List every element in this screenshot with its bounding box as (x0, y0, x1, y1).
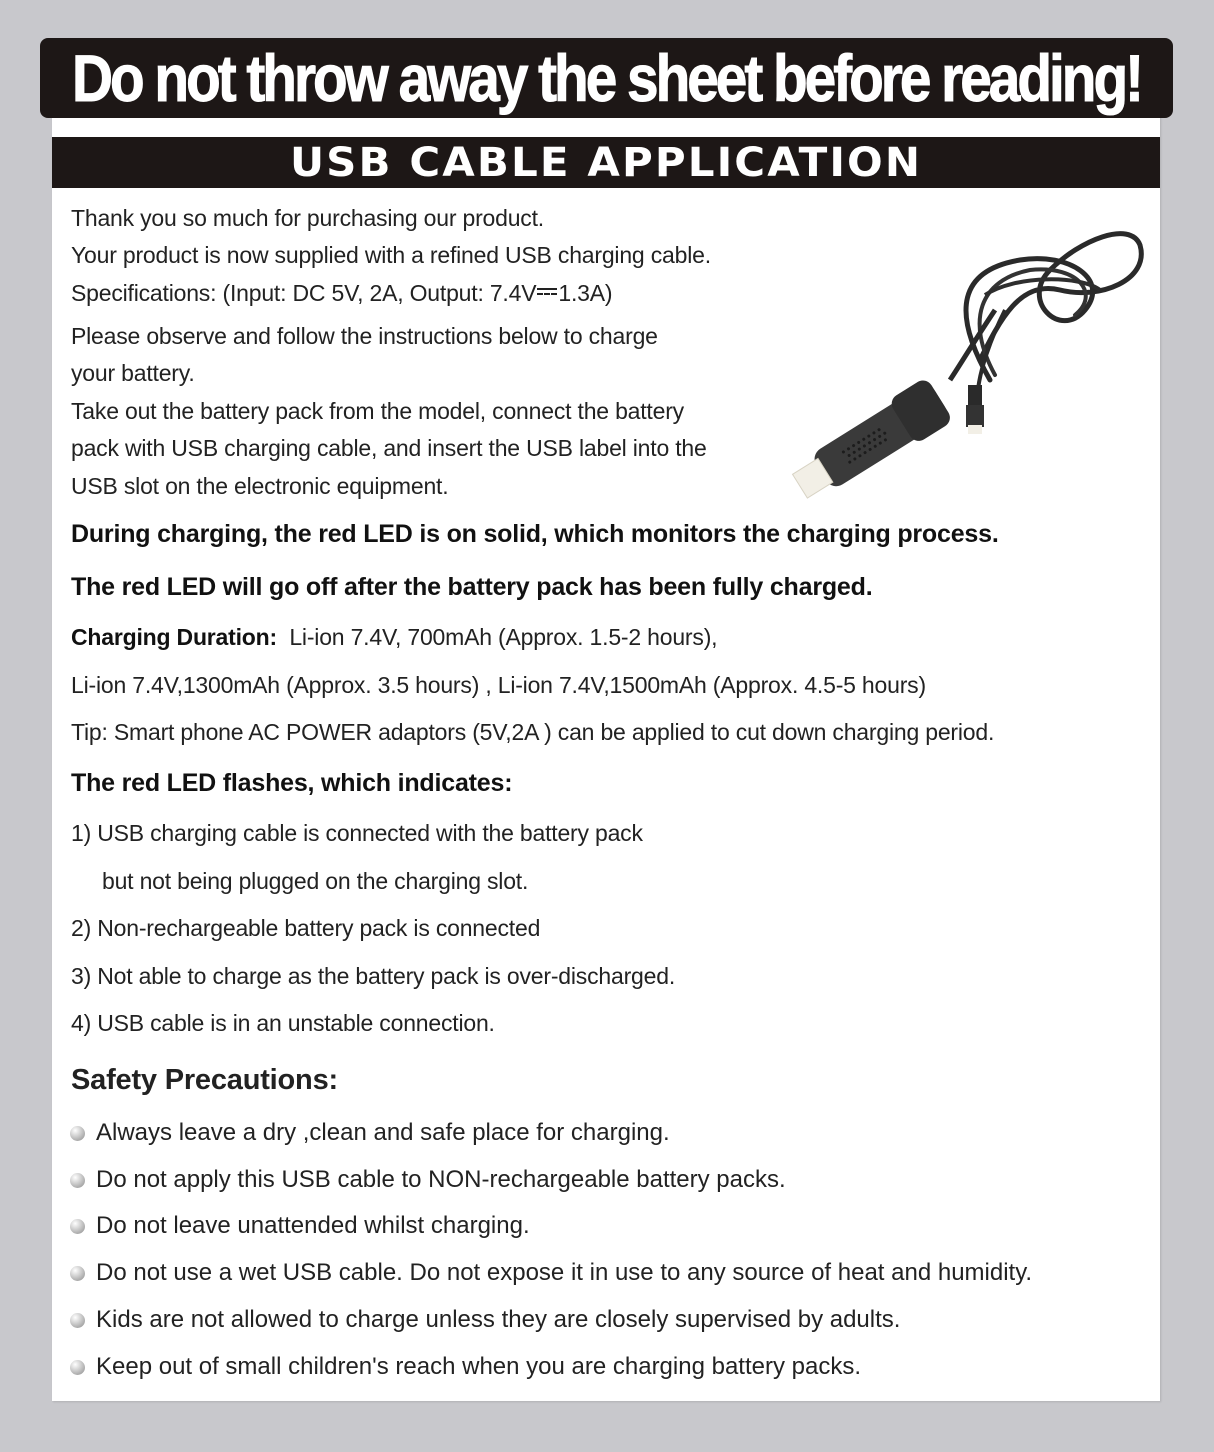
banner-title: Do not throw away the sheet before reading! (72, 41, 1142, 115)
intro-observe: Please observe and follow the instructions below to charge (71, 323, 658, 349)
safety-item-text: Always leave a dry ,clean and safe place for charging. (96, 1119, 670, 1146)
safety-heading: Safety Precautions: (71, 1064, 338, 1096)
charging-duration-line2: Li-ion 7.4V,1300mAh (Approx. 3.5 hours) , Li-ion 7.4V,1500mAh (Approx. 4.5-5 hours) (71, 672, 926, 698)
intro-thanks: Thank you so much for purchasing our product. (71, 205, 544, 231)
flashes-item-4: 4) USB cable is in an unstable connection. (71, 1010, 495, 1036)
intro-take-out: Take out the battery pack from the model, connect the battery (71, 398, 684, 424)
section-header-bar (52, 137, 1160, 188)
charging-duration-700: Li-ion 7.4V, 700mAh (Approx. 1.5-2 hours), (289, 624, 718, 650)
intro-connect: pack with USB charging cable, and insert the USB label into the (71, 435, 707, 461)
flashes-item-2: 2) Non-rechargeable battery pack is connected (71, 915, 541, 941)
led-fully-charged: The red LED will go off after the battery pack has been fully charged. (71, 573, 873, 601)
safety-item-text: Do not use a wet USB cable. Do not expose it in use to any source of heat and humidity. (96, 1259, 1033, 1286)
intro-supplied: Your product is now supplied with a refined USB charging cable. (71, 242, 711, 268)
safety-item-text: Keep out of small children's reach when you are charging battery packs. (96, 1353, 861, 1380)
bullet-icon (70, 1173, 85, 1188)
bullet-icon (70, 1360, 85, 1375)
safety-item (70, 1166, 786, 1194)
flashes-item-3: 3) Not able to charge as the battery pack is over-discharged. (71, 963, 676, 989)
flashes-item-1: 1) USB charging cable is connected with the battery pack (71, 820, 643, 846)
bullet-icon (70, 1266, 85, 1281)
spec-suffix: 1.3A) (558, 280, 613, 306)
led-during-charging: During charging, the red LED is on solid, which monitors the charging process. (71, 520, 999, 548)
safety-item (70, 1353, 861, 1381)
intro-specifications (71, 282, 612, 305)
dc-symbol-icon (537, 287, 557, 297)
charging-duration-line1 (71, 626, 717, 649)
intro-battery: your battery. (71, 360, 195, 386)
safety-item (70, 1306, 900, 1334)
charging-duration-label: Charging Duration: (71, 624, 277, 650)
safety-item (70, 1259, 1032, 1287)
bullet-icon (70, 1313, 85, 1328)
safety-item (70, 1212, 530, 1240)
charging-tip: Tip: Smart phone AC POWER adaptors (5V,2A ) can be applied to cut down charging period. (71, 719, 995, 745)
safety-item-text: Do not apply this USB cable to NON-rechargeable battery packs. (96, 1166, 786, 1193)
safety-item-text: Do not leave unattended whilst charging. (96, 1212, 530, 1239)
spec-prefix: Specifications: (Input: DC 5V, 2A, Output: 7.4V (71, 280, 537, 306)
intro-usb-slot: USB slot on the electronic equipment. (71, 473, 449, 499)
usb-cable-image (780, 200, 1160, 500)
flashes-item-1-cont: but not being plugged on the charging slot. (102, 868, 529, 894)
safety-item (70, 1119, 670, 1147)
bullet-icon (70, 1126, 85, 1141)
bullet-icon (70, 1219, 85, 1234)
flashes-heading: The red LED flashes, which indicates: (71, 769, 513, 797)
section-title: USB CABLE APPLICATION (289, 139, 923, 186)
safety-item-text: Kids are not allowed to charge unless they are closely supervised by adults. (96, 1306, 901, 1333)
title-banner (40, 38, 1173, 118)
